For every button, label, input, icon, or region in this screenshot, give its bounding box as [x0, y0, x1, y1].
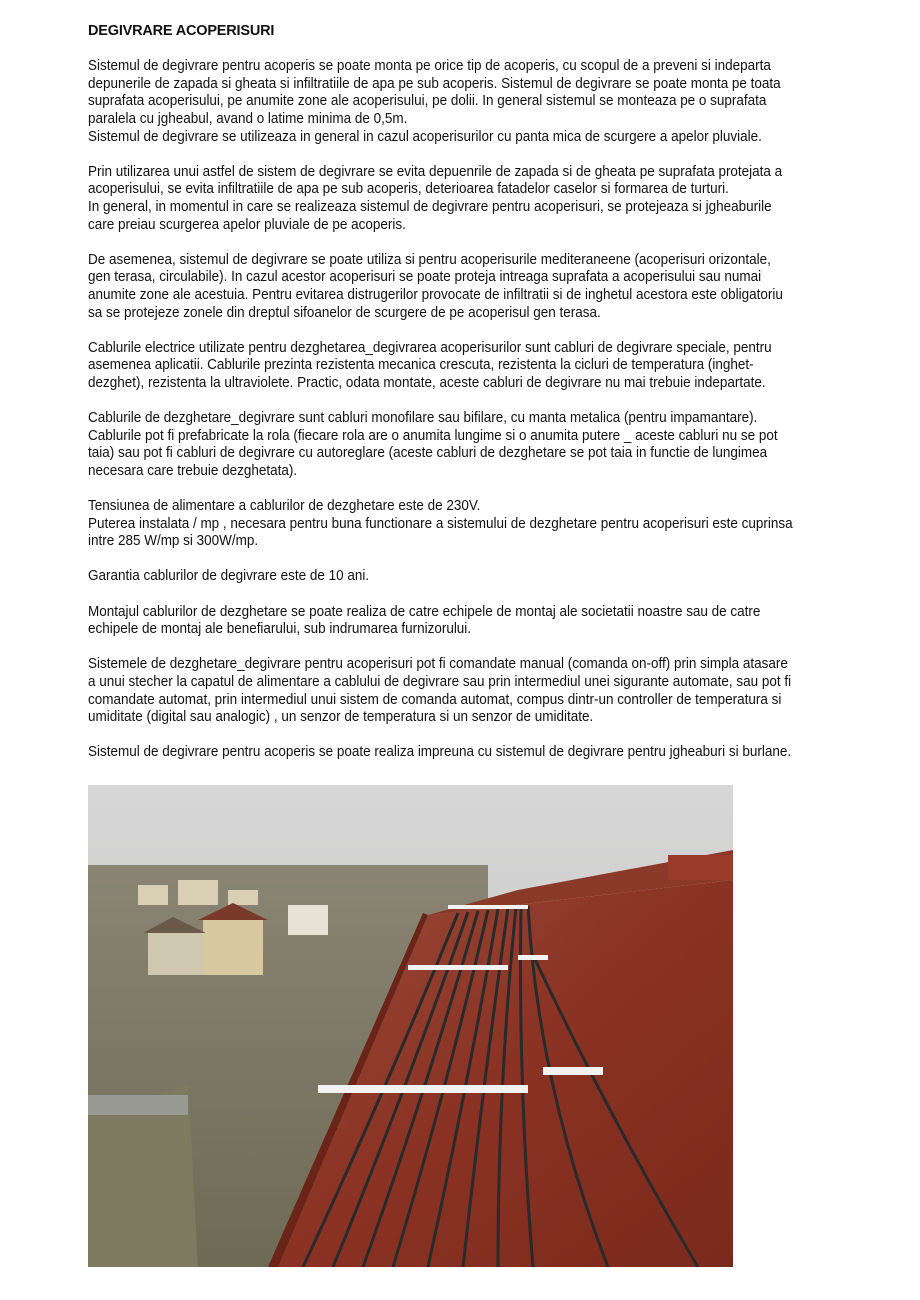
paragraph	[88, 656, 918, 726]
paragraph	[88, 410, 918, 480]
paragraph	[88, 744, 918, 762]
paragraph-line: Cablurile electrice utilizate pentru dezghetarea_degivrarea acoperisurilor sunt cabluri de degivrare speciale, pentru	[88, 339, 772, 356]
paragraph-line: anumite zone ale acestuia. Pentru evitarea distrugerilor provocate de infiltratii si de inghetul acestora este obligatoriu	[88, 286, 783, 303]
paragraph-line: paralela cu jgheabul, avand o latime minima de 0,5m.	[88, 110, 408, 127]
paragraph-line: gen terasa, circulabile). In cazul acestor acoperisuri se poate proteja intreaga suprafata a acoperisului sau numai	[88, 269, 762, 286]
paragraph	[88, 498, 918, 551]
paragraph	[88, 568, 918, 586]
paragraph-line: De asemenea, sistemul de degivrare se poate utiliza si pentru acoperisurile mediteraneene (acoperisuri orizontale,	[88, 251, 771, 268]
paragraph-line: Puterea instalata / mp , necesara pentru buna functionare a sistemului de dezghetare pentru acoperisuri este cuprinsa	[88, 515, 793, 532]
paragraph-line: dezghet), rezistenta la ultraviolete. Practic, odata montate, aceste cabluri de degivrare nu mai trebuie indepartate.	[88, 374, 766, 391]
paragraph-line: sa se protejeze zonele din dreptul sifoanelor de scurgere de pe acoperisul gen terasa.	[88, 304, 601, 321]
paragraph-line: In general, in momentul in care se realizeaza sistemul de degivrare pentru acoperisuri, se protejeaza si jgheaburile	[88, 198, 772, 215]
paragraph-line: asemenea aplicatii. Cablurile prezinta rezistenta mecanica crescuta, rezistenta la cicluri de temperatura (inghet-	[88, 357, 754, 374]
paragraph	[88, 164, 918, 234]
paragraph-line: comandate automat, prin intermediul unui sistem de comanda automat, compus dintr-un controller de temperatura si	[88, 691, 782, 708]
paragraph-line: Sistemul de degivrare se utilizeaza in general in cazul acoperisurilor cu panta mica de scurgere a apelor pluviale.	[88, 128, 762, 145]
paragraph-line: Sistemul de degivrare pentru acoperis se poate monta pe orice tip de acoperis, cu scopul de a preveni si indeparta	[88, 58, 771, 75]
paragraph-line: taia) sau pot fi cabluri de degivrare cu autoreglare (aceste cabluri de dezghetare se pot taia in functie de lungimea	[88, 445, 768, 462]
paragraph	[88, 58, 918, 146]
roof-cables-image	[88, 785, 733, 1267]
paragraph-line: necesara care trebuie dezghetata).	[88, 462, 298, 479]
paragraph-line: Sistemele de dezghetare_degivrare pentru acoperisuri pot fi comandate manual (comanda on-off) prin simpla atasare	[88, 656, 788, 673]
paragraph-line: depunerile de zapada si gheata si infiltratiile de apa pe sub acoperis. Sistemul de degivrare se poate monta pe toata	[88, 75, 781, 92]
roof-deicing-photo	[88, 785, 733, 1267]
paragraph-line: Tensiunea de alimentare a cablurilor de dezghetare este de 230V.	[88, 498, 481, 515]
document-body	[88, 23, 918, 780]
paragraph-line: intre 285 W/mp si 300W/mp.	[88, 533, 259, 550]
paragraph-line: Prin utilizarea unui astfel de sistem de degivrare se evita depuenrile de zapada si de gheata pe suprafata protejata a	[88, 163, 783, 180]
paragraph-line: acoperisului, se evita infiltratiile de apa pe sub acoperis, deterioarea fatadelor caselor si formarea de turturi.	[88, 181, 729, 198]
paragraph-line: Sistemul de degivrare pentru acoperis se poate realiza impreuna cu sistemul de degivrare pentru jgheaburi si burlane.	[88, 744, 792, 761]
paragraph-line: care preiau scurgerea apelor pluviale de pe acoperis.	[88, 216, 406, 233]
paragraph	[88, 252, 918, 322]
paragraph-line: Cablurile pot fi prefabricate la rola (fiecare rola are o anumita lungime si o anumita putere _ aceste cabluri nu se pot	[88, 427, 778, 444]
paragraph-line: Montajul cablurilor de dezghetare se poate realiza de catre echipele de montaj ale societatii noastre sau de catre	[88, 603, 761, 620]
paragraphs	[88, 58, 918, 762]
paragraph-line: Cablurile de dezghetare_degivrare sunt cabluri monofilare sau bifilare, cu manta metalica (pentru impamantare).	[88, 410, 758, 427]
paragraph-line: echipele de montaj ale benefiarului, sub indrumarea furnizorului.	[88, 621, 472, 638]
paragraph-line: suprafata acoperisului, pe anumite zone ale acoperisului, pe dolii. In general sistemul se monteaza pe o suprafata	[88, 93, 767, 110]
paragraph	[88, 340, 918, 393]
paragraph-line: Garantia cablurilor de degivrare este de 10 ani.	[88, 568, 370, 585]
paragraph	[88, 604, 918, 639]
paragraph-line: umiditate (digital sau analogic) , un senzor de temperatura si un senzor de umiditate.	[88, 709, 594, 726]
page-title: DEGIVRARE ACOPERISURI	[88, 23, 275, 39]
paragraph-line: a unui stecher la capatul de alimentare a cablului de degivrare sau prin intermediul unei sigurante automate, sau pot fi	[88, 673, 792, 690]
